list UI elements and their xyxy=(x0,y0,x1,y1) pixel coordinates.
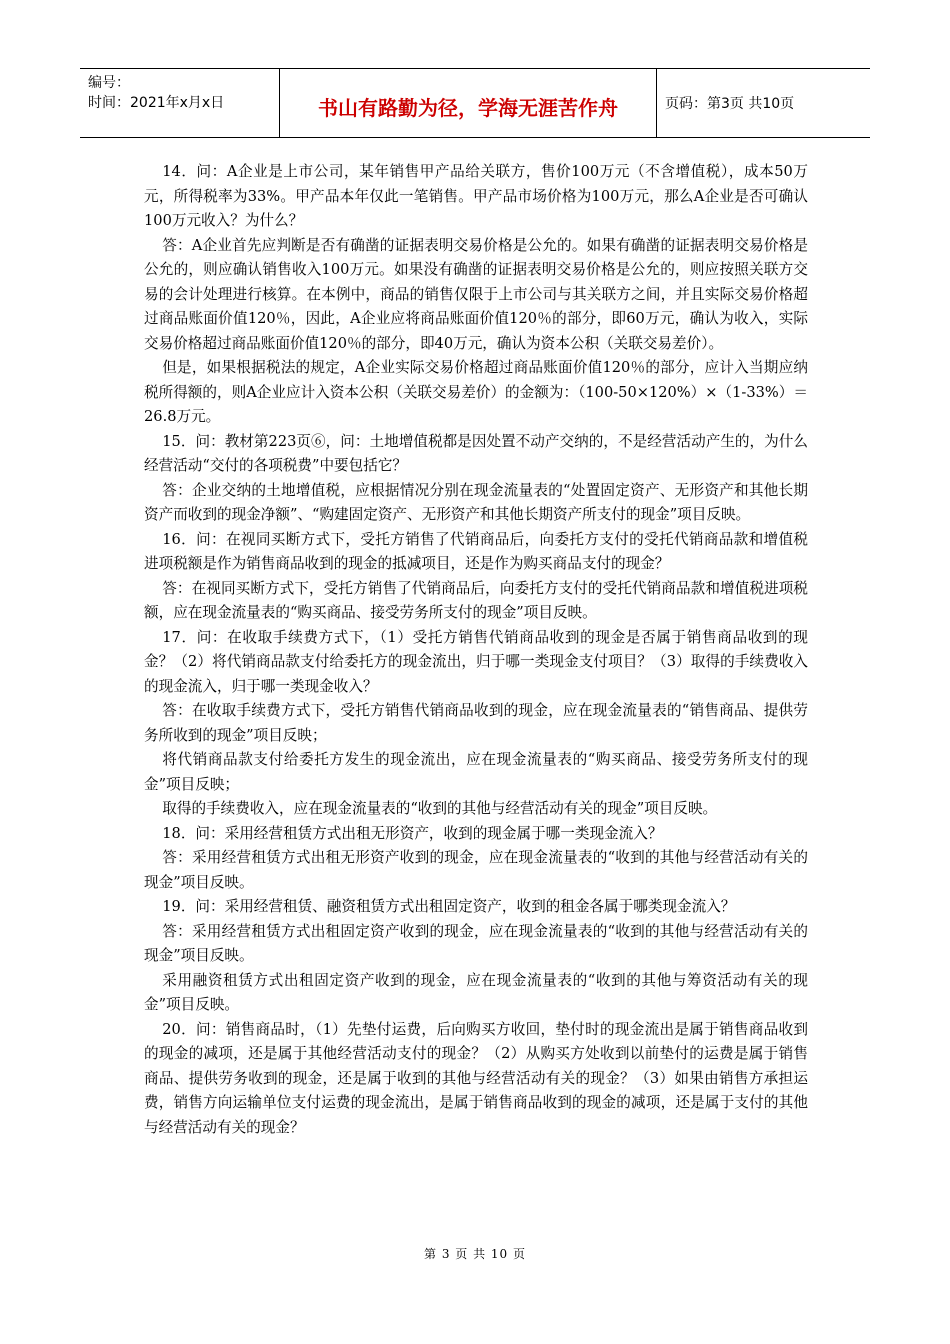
paragraph: 14．问：A企业是上市公司，某年销售甲产品给关联方，售价100万元（不含增值税），成本50万元，所得税率为33%。甲产品本年仅此一笔销售。甲产品市场价格为100万元，那么A企业是否可确认100万元收入？为什么？ xyxy=(144,163,808,229)
paragraph: 取得的手续费收入，应在现金流量表的“收到的其他与经营活动有关的现金”项目反映。 xyxy=(162,800,718,817)
paragraph: 17．问：在收取手续费方式下，（1）受托方销售代销商品收到的现金是否属于销售商品收到的现金？（2）将代销商品款支付给委托方的现金流出，归于哪一类现金支付项目？（3）取得的手续费收入的现金流入，归于哪一类现金收入？ xyxy=(144,628,808,695)
paragraph: 答：在视同买断方式下，受托方销售了代销商品后，向委托方支付的受托代销商品款和增值税进项税额，应在现金流量表的“购买商品、接受劳务所支付的现金”项目反映。 xyxy=(144,579,808,621)
header-meta xyxy=(80,69,280,137)
paragraph: 答：采用经营租赁方式出租无形资产收到的现金，应在现金流量表的“收到的其他与经营活动有关的现金”项目反映。 xyxy=(144,849,808,891)
paragraph: 答：企业交纳的土地增值税，应根据情况分别在现金流量表的“处置固定资产、无形资产和其他长期资产而收到的现金净额”、“购建固定资产、无形资产和其他长期资产所支付的现金”项目反映。 xyxy=(144,481,808,523)
paragraph: 答：采用经营租赁方式出租固定资产收到的现金，应在现金流量表的“收到的其他与经营活动有关的现金”项目反映。 xyxy=(144,922,808,964)
document-body xyxy=(144,160,808,1140)
paragraph: 15．问：教材第223页⑥，问：土地增值税都是因处置不动产交纳的，不是经营活动产生的，为什么经营活动“交付的各项税费”中要包括它？ xyxy=(144,432,808,474)
header-page-number: 页码：第3页 共10页 xyxy=(665,96,795,112)
paragraph: 答：在收取手续费方式下，受托方销售代销商品收到的现金，应在现金流量表的“销售商品、提供劳务所收到的现金”项目反映； xyxy=(144,702,808,744)
paragraph: 19．问：采用经营租赁、融资租赁方式出租固定资产，收到的租金各属于哪类现金流入？ xyxy=(162,898,736,915)
paragraph: 16．问：在视同买断方式下，受托方销售了代销商品后，向委托方支付的受托代销商品款和增值税进项税额是作为销售商品收到的现金的抵减项目，还是作为购买商品支付的现金？ xyxy=(144,530,808,572)
page-header xyxy=(80,68,870,138)
doc-time-label: 时间：2021年x月x日 xyxy=(88,95,225,111)
doc-number-label: 编号： xyxy=(88,75,130,91)
paragraph: 但是，如果根据税法的规定，A企业实际交易价格超过商品账面价值120％的部分，应计入当期应纳税所得额的，则A企业应计入资本公积（关联交易差价）的金额为：（100-50×120%）×（1-33%）＝26.8万元。 xyxy=(144,359,808,425)
paragraph: 将代销商品款支付给委托方发生的现金流出，应在现金流量表的“购买商品、接受劳务所支付的现金”项目反映； xyxy=(144,751,808,793)
page-footer: 第 3 页 共 10 页 xyxy=(424,1247,526,1261)
paragraph: 20．问：销售商品时，（1）先垫付运费，后向购买方收回，垫付时的现金流出是属于销售商品收到的现金的减项，还是属于其他经营活动支付的现金？（2）从购买方处收到以前垫付的运费是属于销售商品、提供劳务收到的现金，还是属于收到的其他与经营活动有关的现金？（3）如果由销售方承担运费，销售方向运输单位支付运费的现金流出，是属于销售商品收到的现金的减项，还是属于支付的其他与经营活动有关的现金？ xyxy=(144,1020,808,1136)
paragraph: 采用融资租赁方式出租固定资产收到的现金，应在现金流量表的“收到的其他与筹资活动有关的现金”项目反映。 xyxy=(144,971,808,1013)
header-motto: 书山有路勤为径，学海无涯苦作舟 xyxy=(280,69,657,137)
paragraph: 答：A企业首先应判断是否有确凿的证据表明交易价格是公允的。如果有确凿的证据表明交易价格是公允的，则应确认销售收入100万元。如果没有确凿的证据表明交易价格是公允的，则应按照关联方交易的会计处理进行核算。在本例中，商品的销售仅限于上市公司与其关联方之间，并且实际交易价格超过商品账面价值120％，因此，A企业应将商品账面价值120％的部分，即60万元，确认为收入，实际交易价格超过商品账面价值120％的部分，即40万元，确认为资本公积（关联交易差价）。 xyxy=(144,236,808,352)
paragraph: 18．问：采用经营租赁方式出租无形资产，收到的现金属于哪一类现金流入？ xyxy=(162,824,663,842)
